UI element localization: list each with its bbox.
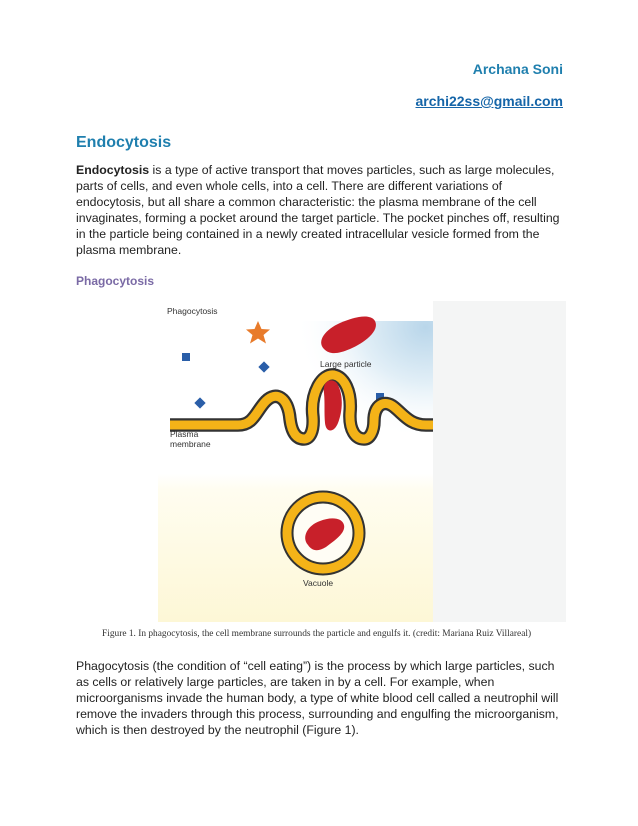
section-heading: Endocytosis — [76, 134, 172, 151]
phagocytosis-diagram — [158, 301, 566, 622]
author-name: Archana Soni — [472, 61, 563, 77]
small-particle-square-icon — [182, 353, 190, 361]
large-particle-label: Large particle — [320, 359, 372, 369]
figure-title-label: Phagocytosis — [167, 306, 218, 316]
intro-text: is a type of active transport that moves particles, such as large molecules, parts of cells, and even whole cells, into a cell. There are different variations of endocytosis, but all share a common characteristic: the plasma membrane of the cell invaginates, forming a pocket around the target particle. The pocket pinches off, resulting in the particle being contained in a newly created intracellular vesicle formed from the plasma membrane. — [76, 163, 560, 257]
plasma-label-line1: Plasma — [170, 429, 199, 439]
phagocytosis-paragraph: Phagocytosis (the condition of “cell eating”) is the process by which large particles, such as cells or relatively large particles, are taken in by a cell. For example, when microorganisms invade the human body, a type of white blood cell called a neutrophil will remove the invaders through this process, surrounding and engulfing the microorganism, which is then destroyed by the neutrophil (Figure 1). — [76, 659, 559, 737]
subsection-heading: Phagocytosis — [76, 274, 155, 288]
plasma-label-line2: membrane — [170, 439, 211, 449]
author-email-link[interactable]: archi22ss@gmail.com — [415, 93, 563, 109]
figure-side-panel — [433, 301, 566, 622]
intro-term: Endocytosis — [76, 163, 150, 177]
intro-paragraph — [76, 163, 568, 258]
phagocytosis-figure — [158, 301, 566, 622]
vacuole-label: Vacuole — [303, 578, 334, 588]
figure-caption: Figure 1. In phagocytosis, the cell membrane surrounds the particle and engulfs it. (credit: Mariana Ruiz Villareal) — [102, 629, 532, 639]
